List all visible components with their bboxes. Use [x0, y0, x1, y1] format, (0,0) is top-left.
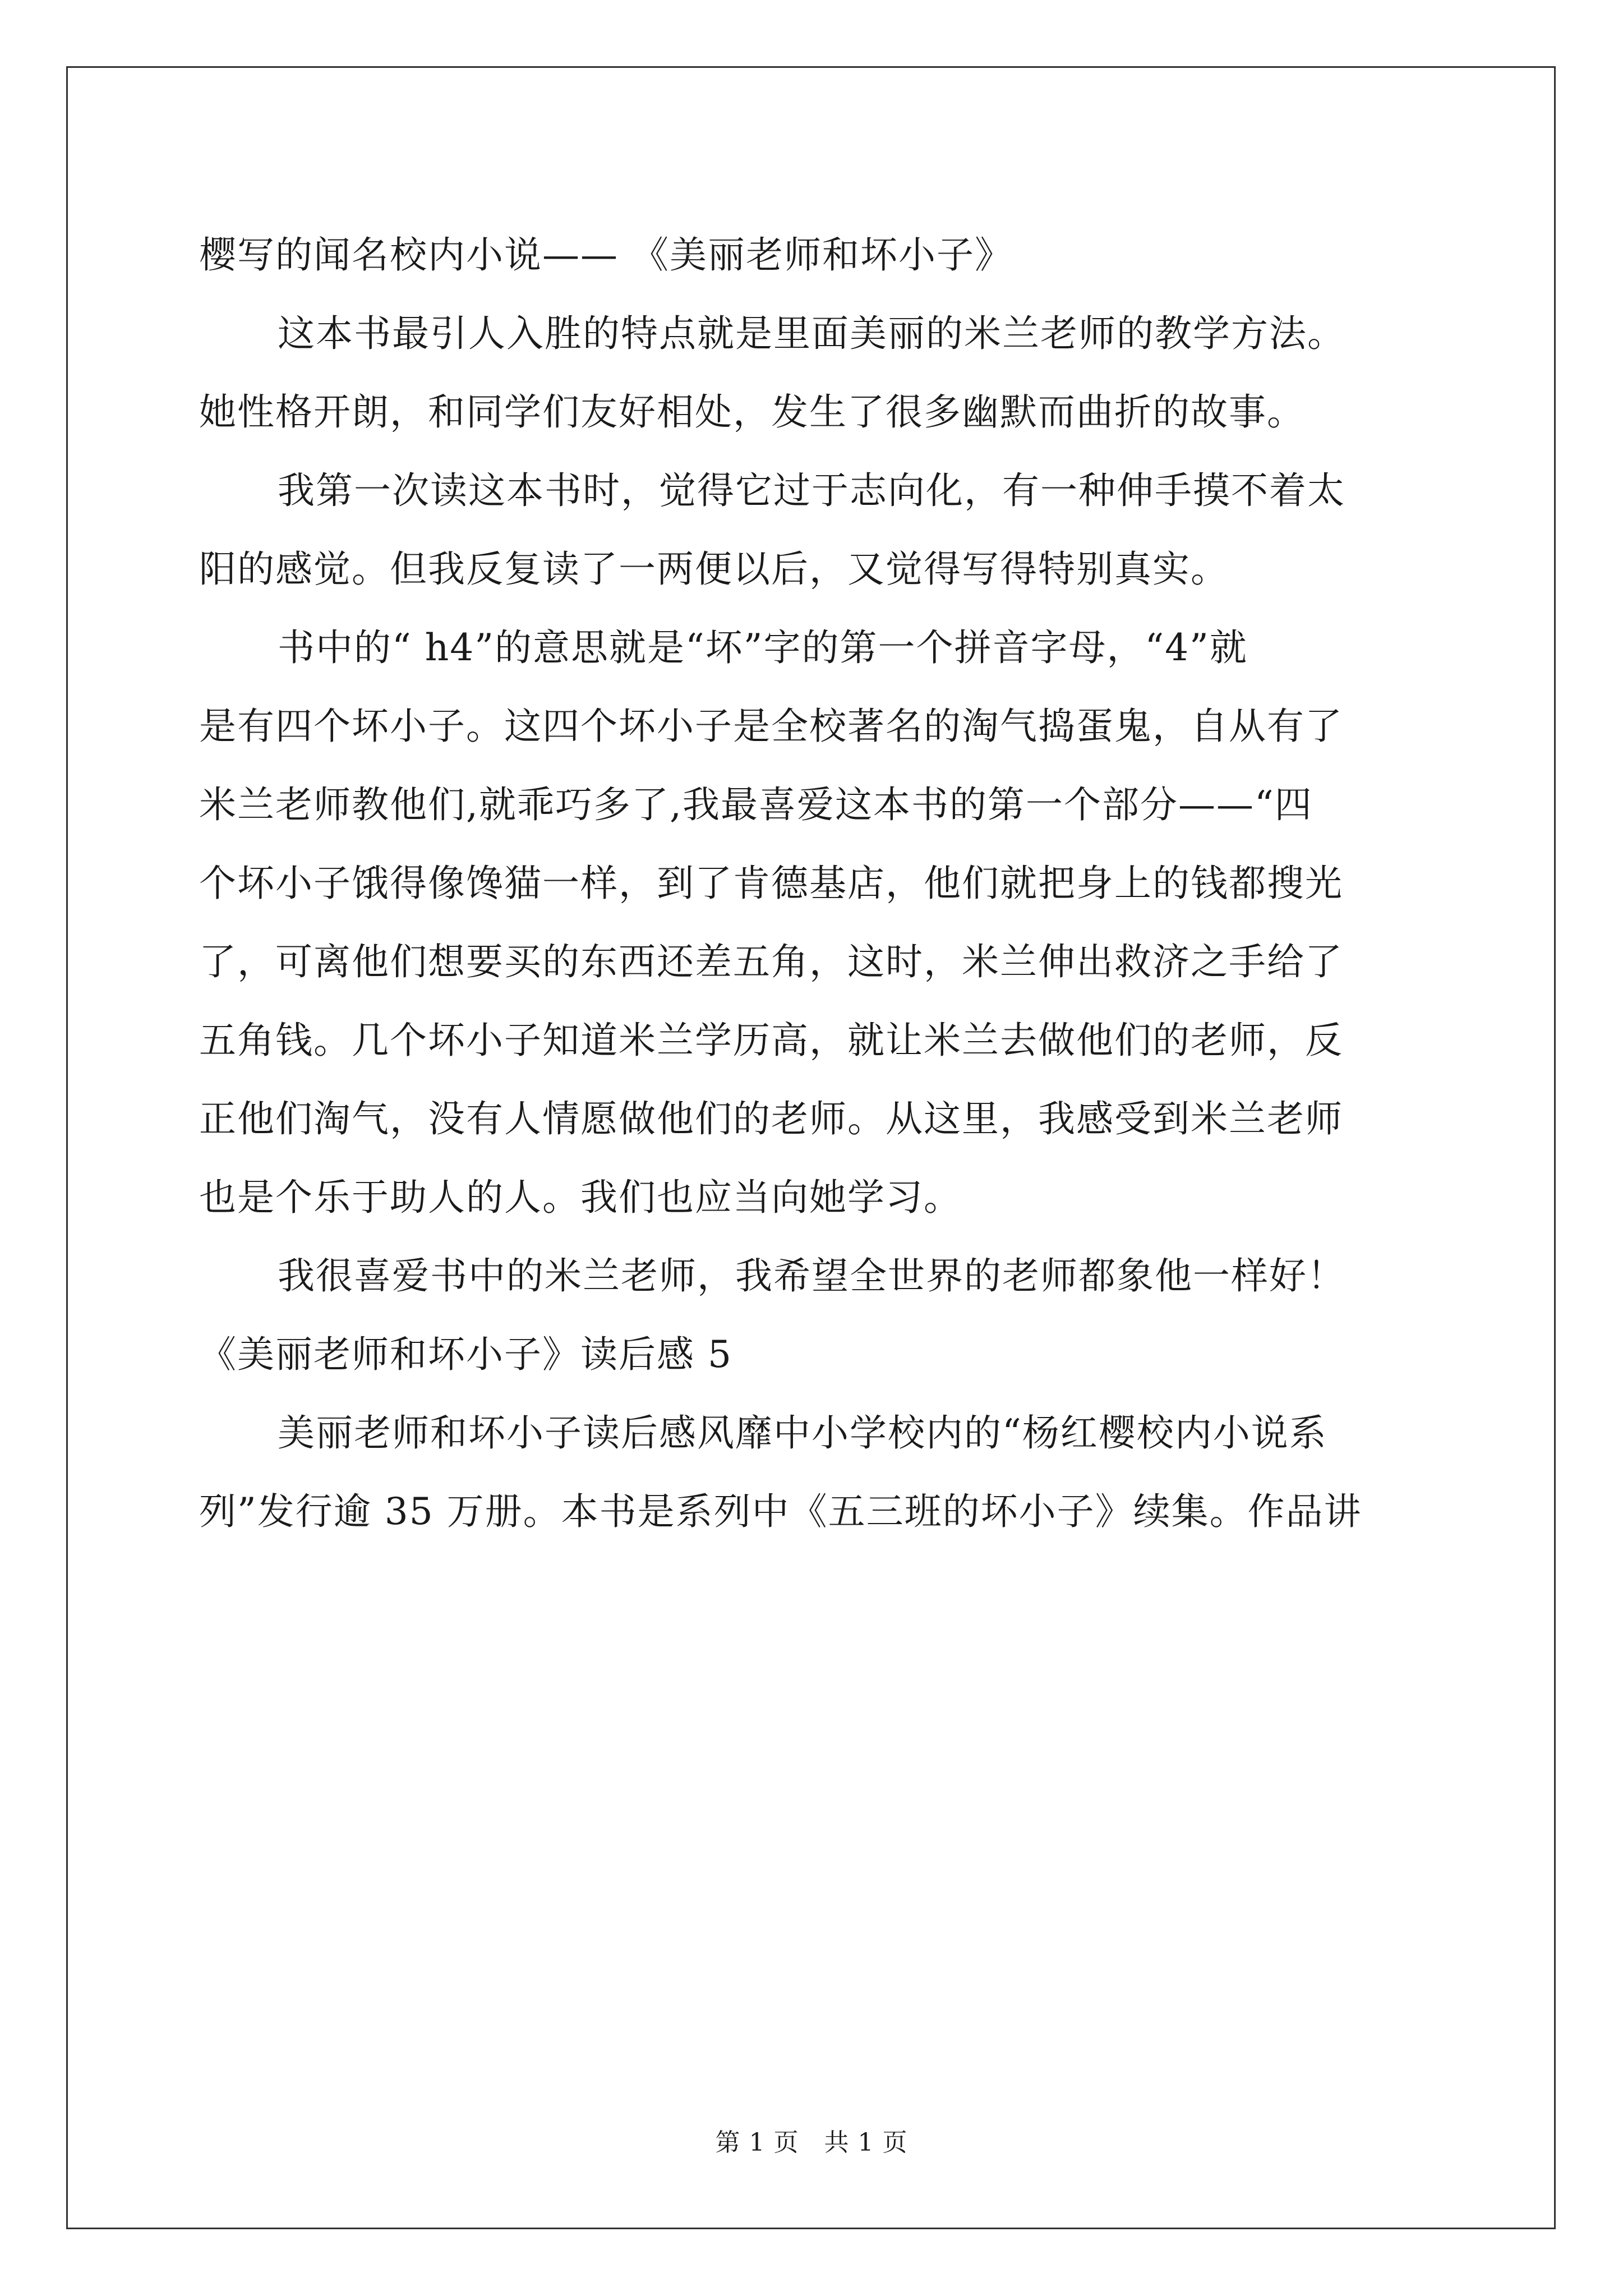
text-line: 米兰老师教他们,就乖巧多了,我最喜爱这本书的第一个部分——“四	[199, 783, 1313, 826]
section-heading: 《美丽老师和坏小子》读后感 5	[199, 1333, 732, 1376]
text-line: 列”发行逾 35 万册。本书是系列中《五三班的坏小子》续集。作品讲	[199, 1490, 1362, 1533]
text-line: 正他们淘气，没有人情愿做他们的老师。从这里，我感受到米兰老师	[199, 1097, 1343, 1140]
text-line: 五角钱。几个坏小子知道米兰学历高，就让米兰去做他们的老师，反	[199, 1019, 1343, 1062]
text-line: 阳的感觉。但我反复读了一两便以后，又觉得写得特别真实。	[199, 547, 1229, 591]
text-line: 个坏小子饿得像馋猫一样，到了肯德基店，他们就把身上的钱都搜光	[199, 862, 1343, 905]
paragraph-start-line: 这本书最引人入胜的特点就是里面美丽的米兰老师的教学方法。	[278, 312, 1345, 355]
text-line: 是有四个坏小子。这四个坏小子是全校著名的淘气捣蛋鬼，自从有了	[199, 705, 1343, 748]
text-line: 樱写的闻名校内小说—— 《美丽老师和坏小子》	[199, 233, 1013, 277]
paragraph-start-line: 书中的“ h4”的意思就是“坏”字的第一个拼音字母，“4”就	[278, 626, 1248, 669]
text-line: 也是个乐于助人的人。我们也应当向她学习。	[199, 1176, 962, 1219]
paragraph-start-line: 我第一次读这本书时，觉得它过于志向化，有一种伸手摸不着太	[278, 469, 1345, 512]
text-line: 了，可离他们想要买的东西还差五角，这时，米兰伸出救济之手给了	[199, 940, 1343, 983]
document-body	[199, 216, 1433, 1551]
text-line: 她性格开朗，和同学们友好相处，发生了很多幽默而曲折的故事。	[199, 390, 1305, 434]
page-footer: 第 1 页 共 1 页	[715, 2128, 908, 2157]
paragraph-start-line: 美丽老师和坏小子读后感风靡中小学校内的“杨红樱校内小说系	[278, 1411, 1327, 1455]
paragraph-start-line: 我很喜爱书中的米兰老师，我希望全世界的老师都象他一样好！	[278, 1254, 1345, 1297]
